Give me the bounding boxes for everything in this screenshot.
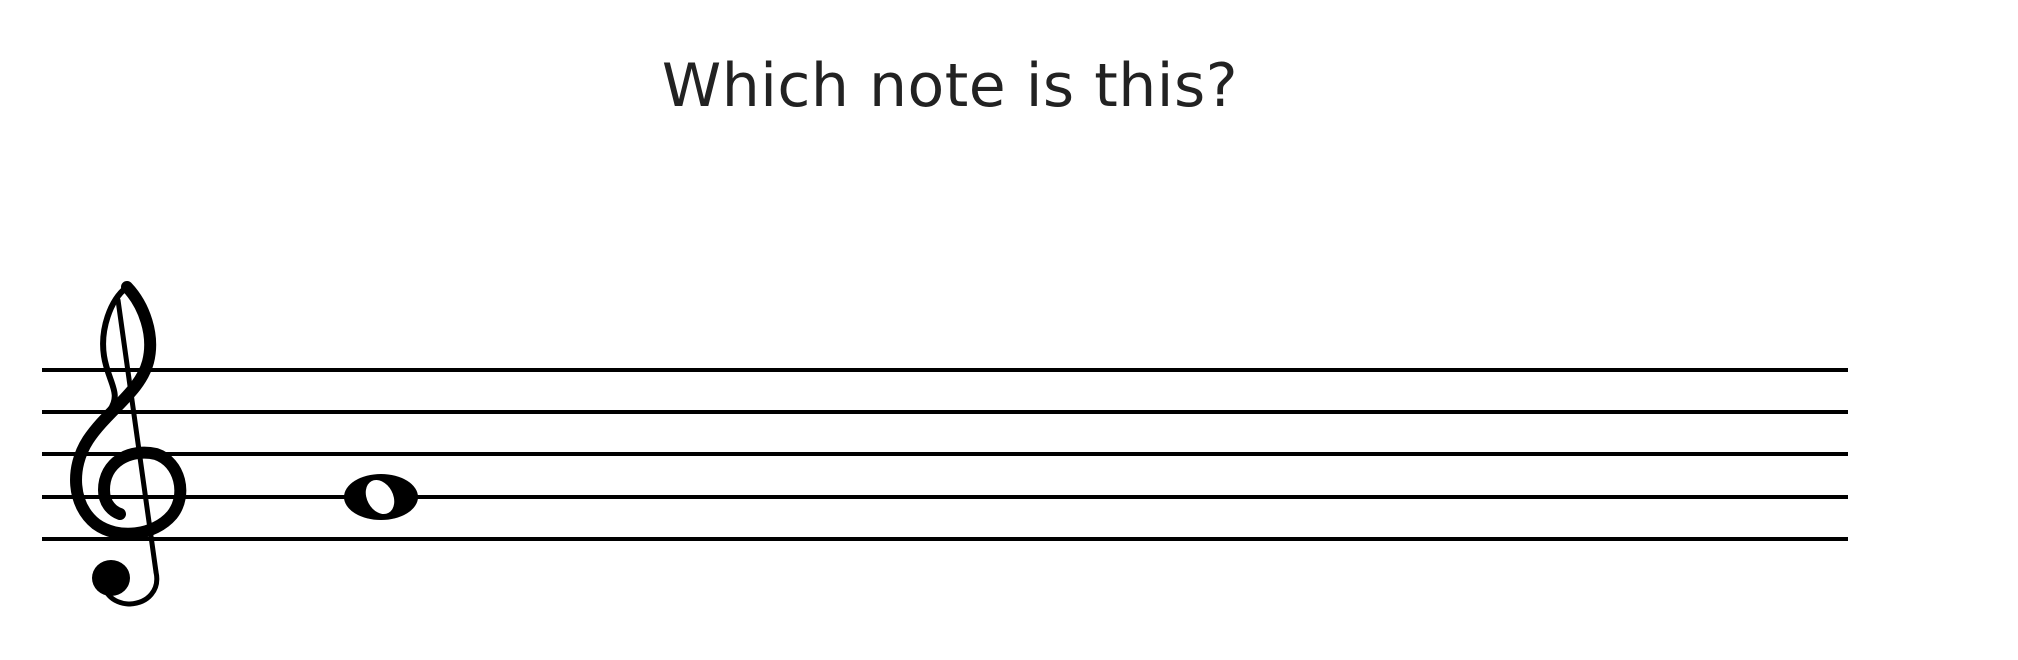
question-prompt: Which note is this?: [661, 51, 1239, 121]
whole-note-icon: [344, 474, 418, 520]
staff-lines: [42, 370, 1848, 539]
treble-clef-icon: [76, 287, 180, 604]
treble-clef-dot: [92, 560, 130, 596]
